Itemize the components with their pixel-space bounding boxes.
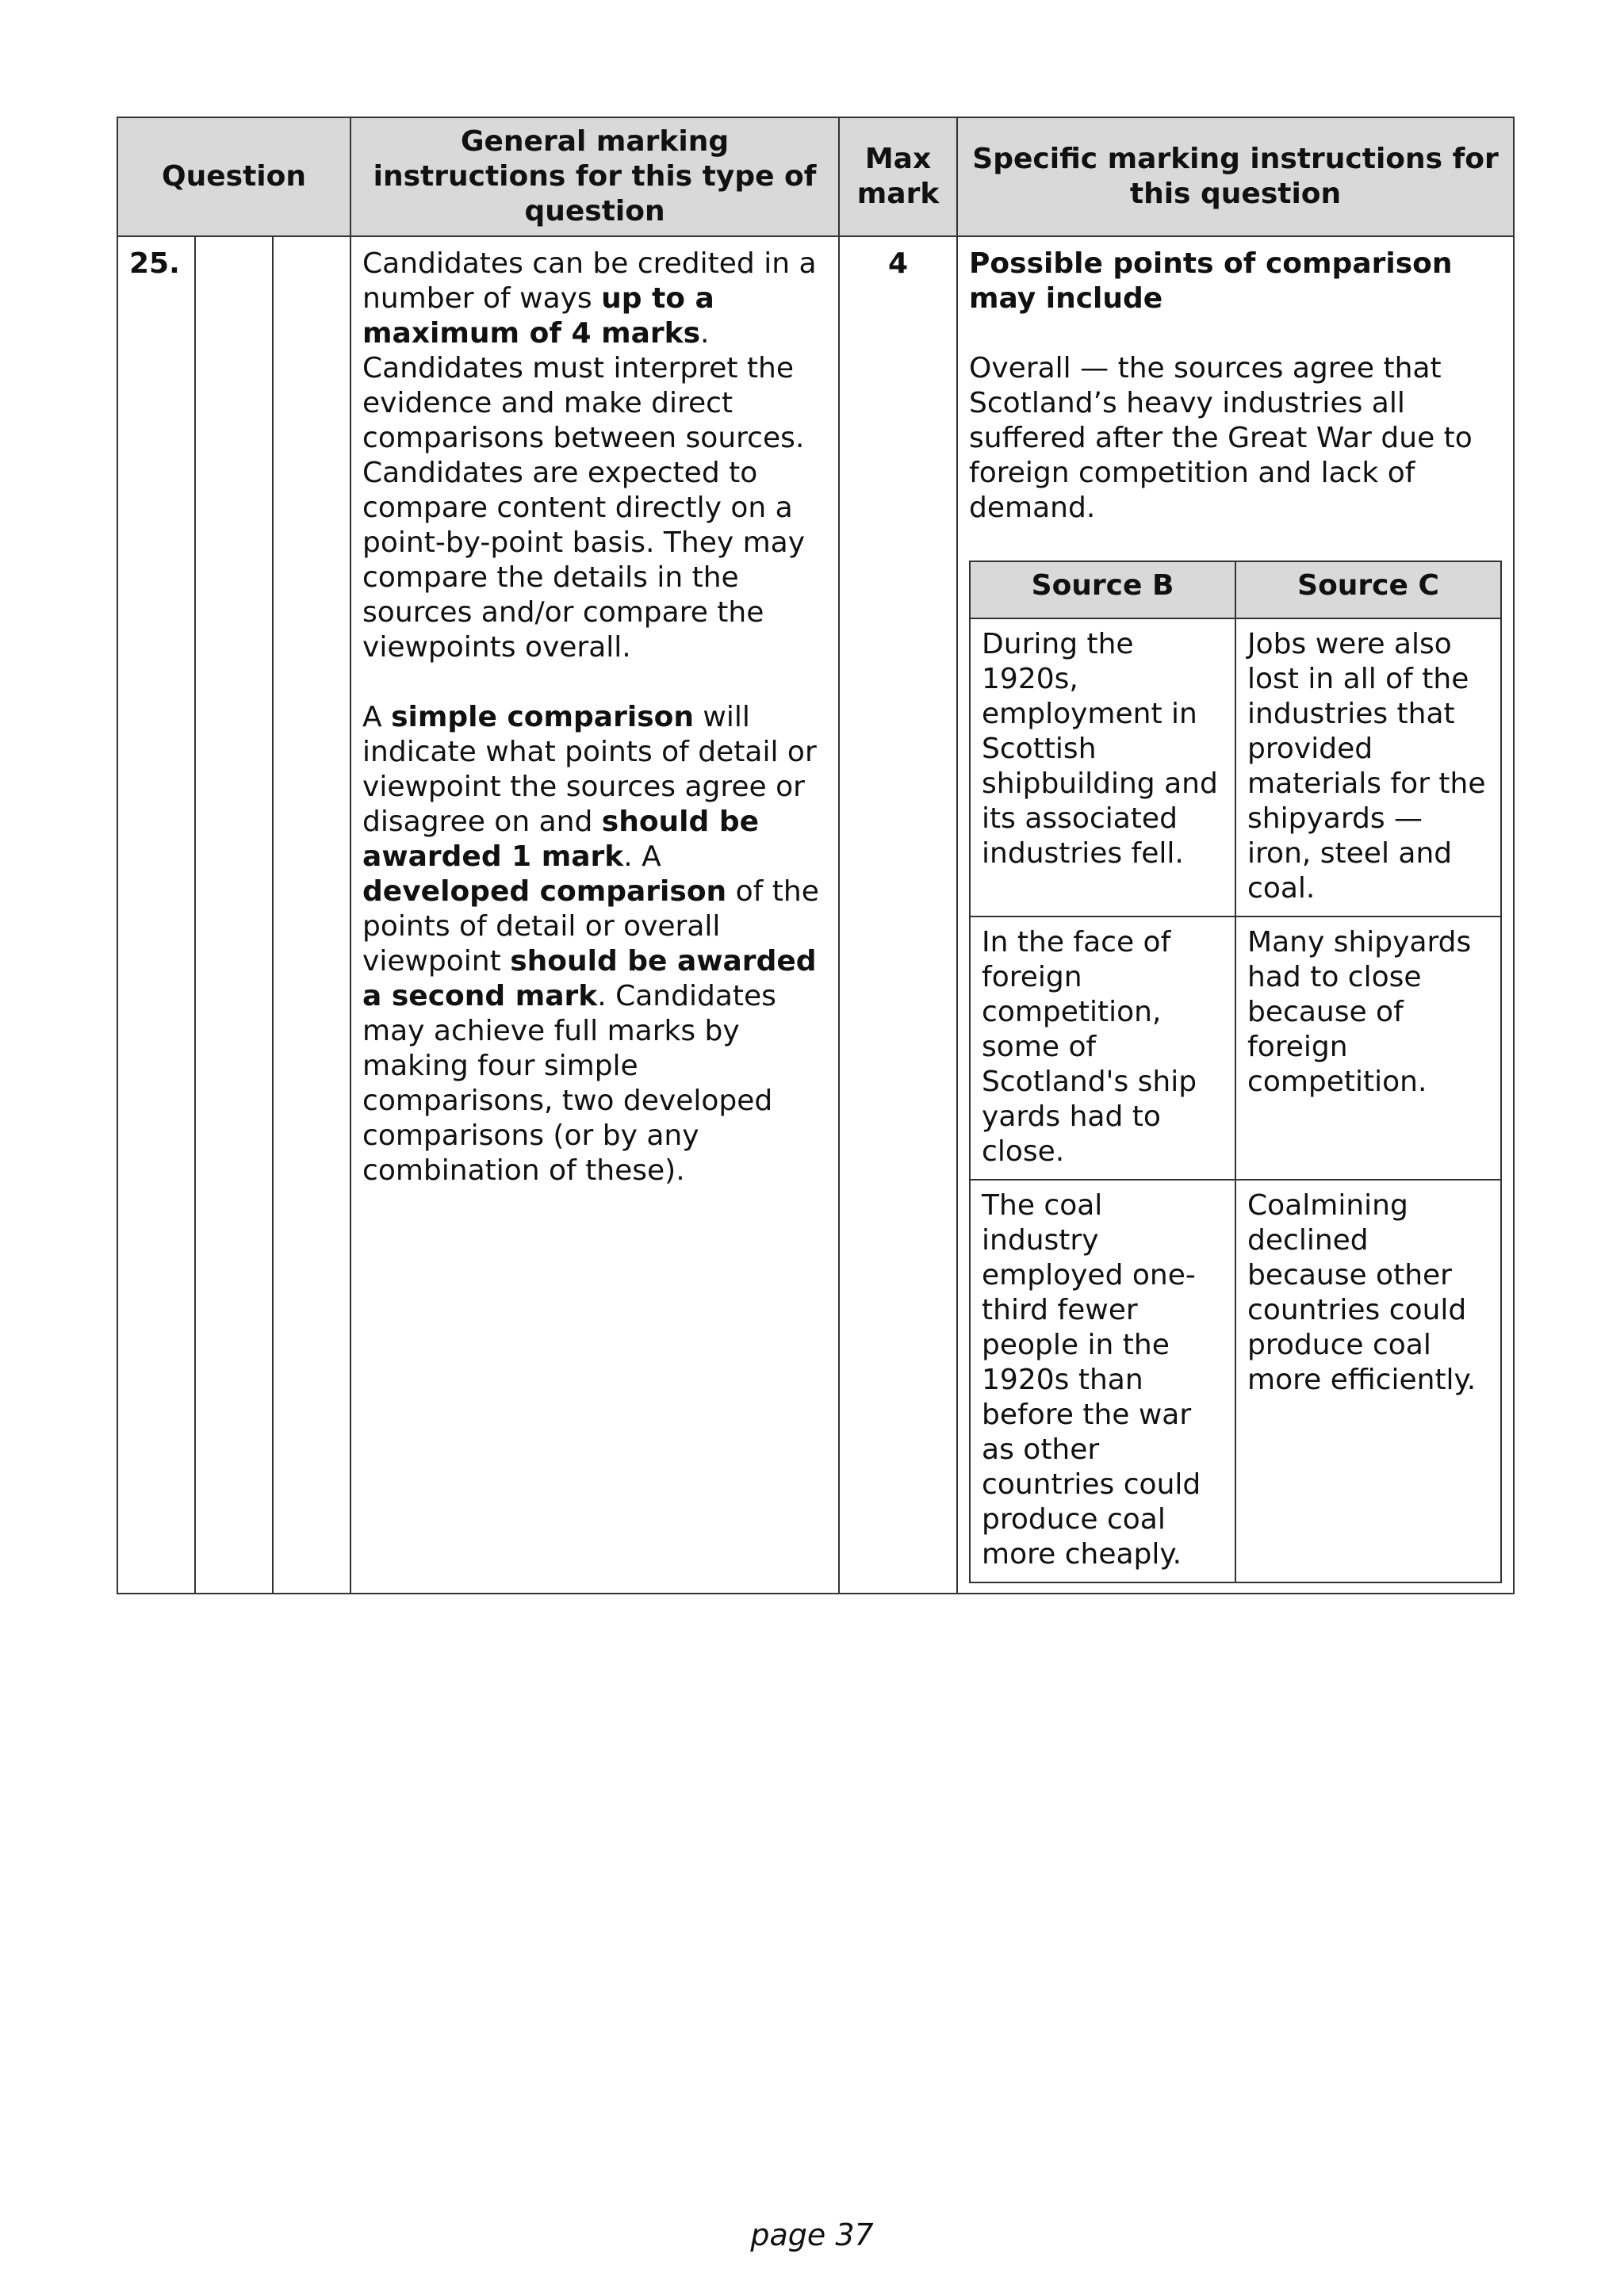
- max-mark-value: 4: [839, 236, 957, 1594]
- specific-instructions-header: Specific marking instructions for this question: [957, 117, 1514, 236]
- comparison-row: [970, 1180, 1501, 1582]
- source-b-point: The coal industry employed one-third fewer people in the 1920s than before the war as other countries could produce coal more cheaply.: [970, 1180, 1235, 1582]
- source-c-point: Coalmining declined because other countries could produce coal more efficiently.: [1235, 1180, 1501, 1582]
- max-mark-header: Max mark: [839, 117, 957, 236]
- comparison-row: [970, 916, 1501, 1180]
- marking-table: [117, 117, 1515, 1594]
- general-instructions-header: General marking instructions for this type of question: [350, 117, 839, 236]
- overall-comparison: Overall — the sources agree that Scotland’s heavy industries all suffered after the Great War due to foreign competition and lack of demand.: [969, 352, 1473, 524]
- source-comparison-table: [969, 561, 1502, 1583]
- general-instructions-cell: [350, 236, 839, 1594]
- source-c-header: Source C: [1235, 561, 1501, 618]
- source-c-point: Jobs were also lost in all of the industries that provided materials for the shipyards — iron, steel and coal.: [1235, 618, 1501, 916]
- question-row: [117, 236, 1514, 1594]
- question-subpart-cell: [273, 236, 350, 1594]
- source-c-point: Many shipyards had to close because of foreign competition.: [1235, 916, 1501, 1180]
- specific-instructions-cell: [957, 236, 1514, 1594]
- source-b-point: During the 1920s, employment in Scottish shipbuilding and its associated industries fell.: [970, 618, 1235, 916]
- page-number: page 37: [750, 2218, 874, 2252]
- comparison-row: [970, 618, 1501, 916]
- specific-heading: Possible points of comparison may include: [969, 247, 1453, 315]
- question-number: 25.: [117, 236, 195, 1594]
- question-header: Question: [117, 117, 350, 236]
- general-paragraph-2: A simple comparison will indicate what points of detail or viewpoint the sources agree or disagree on and should be awarded 1 mark. A developed comparison of the points of detail or overall viewpoint should be awarded a second mark. Candidates may achieve full marks by making four simple comparisons, two developed comparisons (or by any combination of these).: [362, 701, 819, 1187]
- source-b-point: In the face of foreign competition, some of Scotland's ship yards had to close.: [970, 916, 1235, 1180]
- general-paragraph-1: Candidates can be credited in a number of ways up to a maximum of 4 marks. Candidates must interpret the evidence and make direct comparisons between sources. Candidates are expected to compare content directly on a point-by-point basis. They may compare the details in the sources and/or compare the viewpoints overall.: [362, 247, 817, 664]
- header-row: [117, 117, 1514, 236]
- source-b-header: Source B: [970, 561, 1235, 618]
- question-part-cell: [195, 236, 273, 1594]
